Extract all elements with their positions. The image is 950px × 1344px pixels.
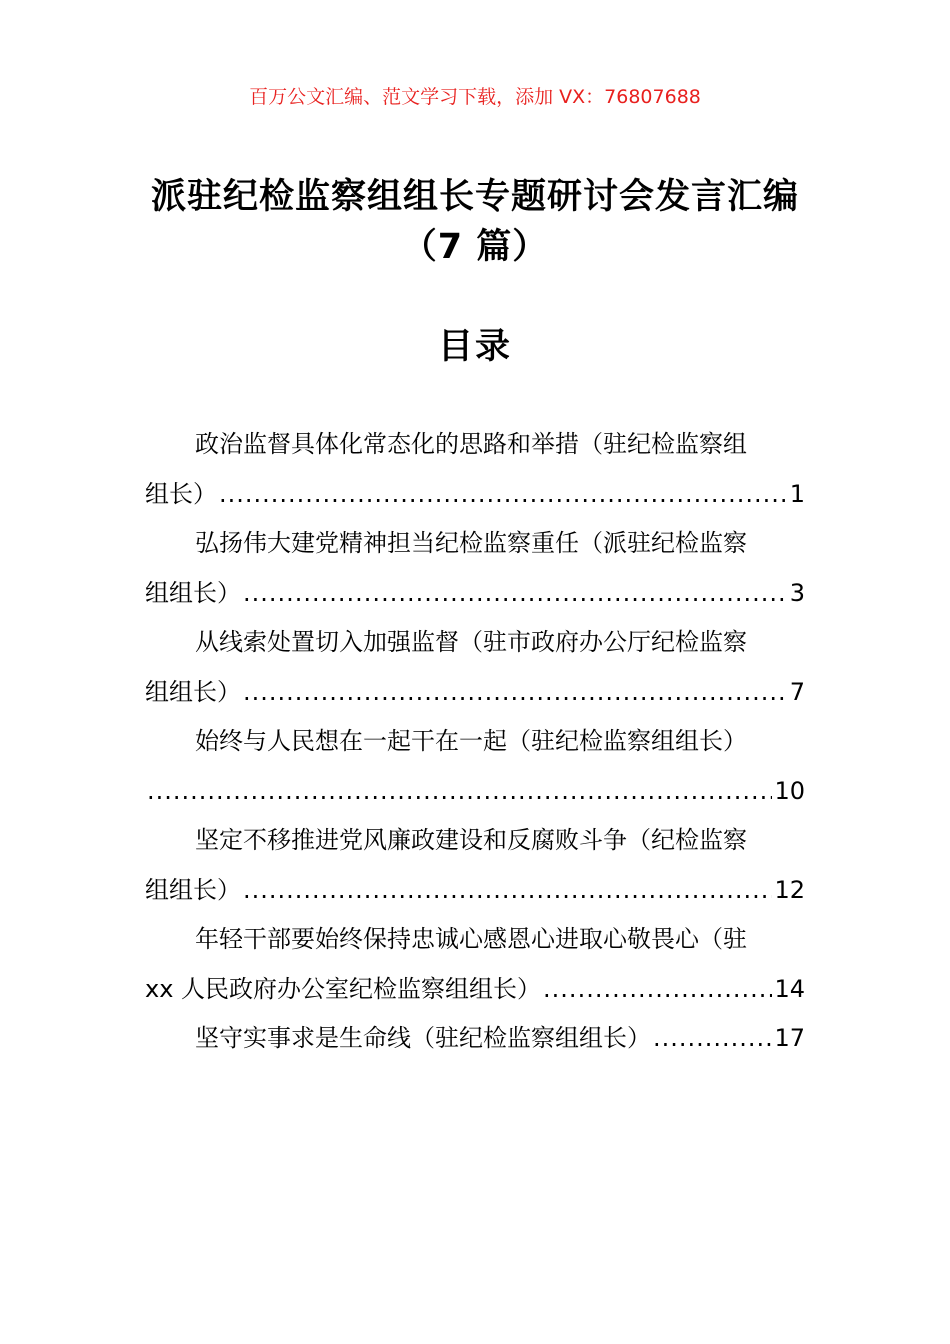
toc-page-number: 1 [789,479,805,508]
toc-entry[interactable] [145,420,805,519]
toc-leader-dots [219,470,788,520]
toc-entry-title: 政治监督具体化常态化的思路和举措（驻纪检监察组 [195,430,747,458]
toc-leader-dots [653,1014,772,1064]
toc-entry-title: 弘扬伟大建党精神担当纪检监察重任（派驻纪检监察 [195,529,747,557]
toc-page-number: 7 [789,677,805,706]
toc-leader-dots [147,767,772,817]
toc-heading: 目录 [437,327,512,367]
toc-leader-dots [243,866,772,916]
toc-entry-title-cont: xx 人民政府办公室纪检监察组组长） [145,974,542,1003]
toc-page-number: 3 [789,578,805,607]
toc-entry-title-cont: 组组长） [145,875,241,904]
header-banner: 百万公文汇编、范文学习下载，添加 VX：76807688 [249,86,701,108]
toc-entry-title-cont: 组组长） [145,677,241,706]
toc-page-number: 17 [774,1024,805,1052]
toc-entry-title: 始终与人民想在一起干在一起（驻纪检监察组组长） [195,727,747,755]
toc-page-number: 12 [774,875,805,904]
title-line-2: （7 篇） [401,227,549,267]
toc-page-number: 10 [774,776,805,805]
toc-entry-title: 从线索处置切入加强监督（驻市政府办公厅纪检监察 [195,628,747,656]
toc-page-number: 14 [774,974,805,1003]
toc-entry-title: 坚定不移推进党风廉政建设和反腐败斗争（纪检监察 [195,826,747,854]
toc-leader-dots [243,569,788,619]
toc-entry[interactable] [145,1014,805,1064]
toc-entry-title-cont: 组长） [145,479,217,508]
toc-leader-dots [543,965,772,1015]
toc-entry[interactable] [145,717,805,816]
toc-leader-dots [243,668,788,718]
toc-entry-title: 年轻干部要始终保持忠诚心感恩心进取心敬畏心（驻 [195,925,747,953]
toc-entry-title-cont: 组组长） [145,578,241,607]
toc-entry[interactable] [145,915,805,1014]
title-line-1: 派驻纪检监察组组长专题研讨会发言汇编 [150,177,799,217]
toc-entry[interactable] [145,519,805,618]
toc-entry[interactable] [145,618,805,717]
toc-entry[interactable] [145,816,805,915]
table-of-contents [145,420,805,1064]
toc-entry-title: 坚守实事求是生命线（驻纪检监察组组长） [195,1024,651,1052]
document-title [100,172,850,272]
